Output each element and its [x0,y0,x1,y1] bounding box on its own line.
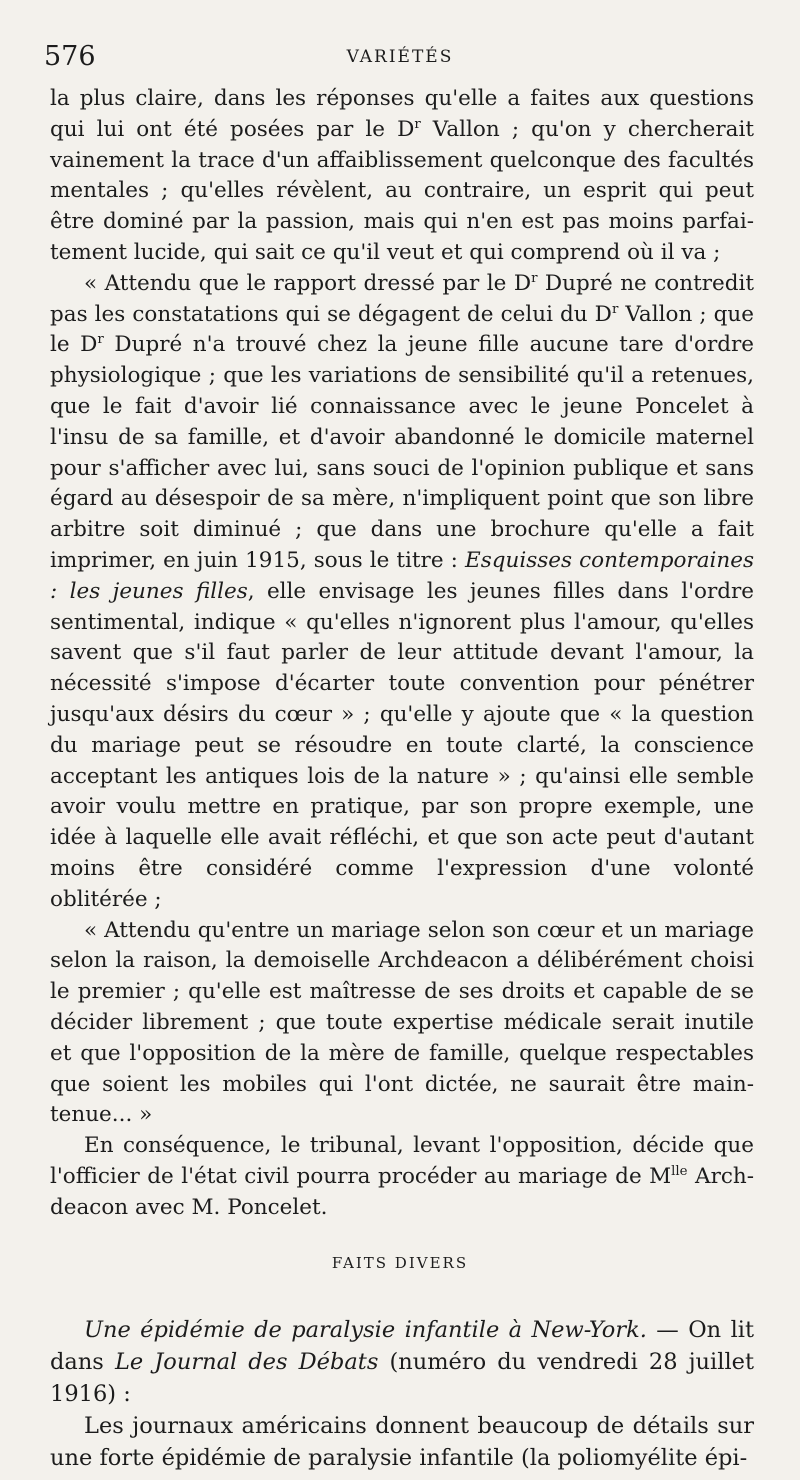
superscript: r [611,301,619,317]
page-number: 576 [44,41,96,72]
faits-paragraph-1 [50,1314,754,1410]
text-span: (numéro du vendredi 28 juillet 1916) : [50,1349,754,1407]
superscript: lle [671,1163,688,1179]
superscript: r [414,116,421,132]
text-span: Vallon ; qu'on y chercherait vainement la trace d'un affaiblissement quelconque des facultés mentales ; qu'elles révèlent, au contraire, un esprit qui peut être dominé par la passion, mais qui n'en est pas moins parfaitement lucide, qui sait ce qu'il veut et qui comprend où il va ; [50,116,754,265]
main-text [50,84,754,1223]
section-title: FAITS DIVERS [331,1254,469,1272]
text-span: Dupré n'a trouvé chez la jeune fille aucune tare d'ordre physiologique ; que les variations de sensibilité qu'il a retenues, que le fait d'avoir lié connaissance avec le jeune Poncelet à l'insu de sa famille, et d'avoir abandonné le domicile maternel pour s'afficher avec lui, sans souci de l'opinion publique et sans égard au désespoir de sa mère, n'impliquent point que son libre arbitre soit diminué ; que dans une brochure qu'elle a fait imprimer, en juin 1915, sous le titre : [50,332,754,573]
text-span: — On lit dans [50,1317,755,1375]
page-header [44,40,756,74]
text-span: Archdeacon avec M. Poncelet. [50,1163,754,1220]
text-span: , elle envisage les jeunes filles dans l'ordre sentimental, indique « qu'elles n'ignorent plus l'amour, qu'elles savent que s'il faut parler de leur attitude devant l'amour, la nécessité s'impose d'écarter toute convention pour pénétrer jusqu'aux désirs du cœur » ; qu'elle y ajoute que « la question du mariage peut se résoudre en toute clarté, la conscience acceptant les antiques lois de la nature » ; qu'ainsi elle semble avoir voulu mettre en pratique, par son propre exemple, une idée à laquelle elle avait réfléchi, et que son acte peut d'autant moins être considéré comme l'expression d'une volonté oblitérée ; [50,578,754,912]
text-span: Dupré ne contredit pas les constatations qui se dégagent de celui du D [50,270,754,327]
text-span: En conséquence, le tribunal, levant l'opposition, décide que l'officier de l'état civil pourra procéder au mariage de M [50,1133,754,1189]
superscript: r [531,270,538,286]
paragraph-4 [50,1131,754,1223]
text-span: « Attendu que le rapport dressé par le D [84,270,532,296]
paragraph-3: « Attendu qu'entre un mariage selon son cœur et un mariage selon la raison, la demoiselle Archdeacon a délibérément choisi le premier ; qu'elle est maîtresse de ses droits et capable de se décider librement ; que toute expertise médicale serait inutile et que l'opposition de la mère de famille, quelque respectables que soient les mobiles qui l'ont dictée, ne saurait être maintenue... » [50,917,754,1128]
text-span: la plus claire, dans les réponses qu'elle a faites aux questions qui lui ont été posées par le D [50,86,754,142]
superscript: r [97,332,104,348]
faits-divers-text [50,1314,754,1474]
running-head: VARIÉTÉS [346,47,454,67]
text-span: Vallon ; que le D [50,301,754,358]
paragraph-1 [50,84,754,269]
paragraph-2 [50,269,754,916]
faits-paragraph-2: Les journaux américains donnent beaucoup de détails sur une forte épidémie de paralysie infantile (la poliomyélite épi- [50,1413,754,1471]
italic-title: Esquisses contemporaines : les jeunes filles [50,547,754,604]
item-headline: Une épidémie de paralysie infantile à New-York. [84,1317,647,1343]
journal-title: Le Journal des Débats [114,1349,379,1375]
